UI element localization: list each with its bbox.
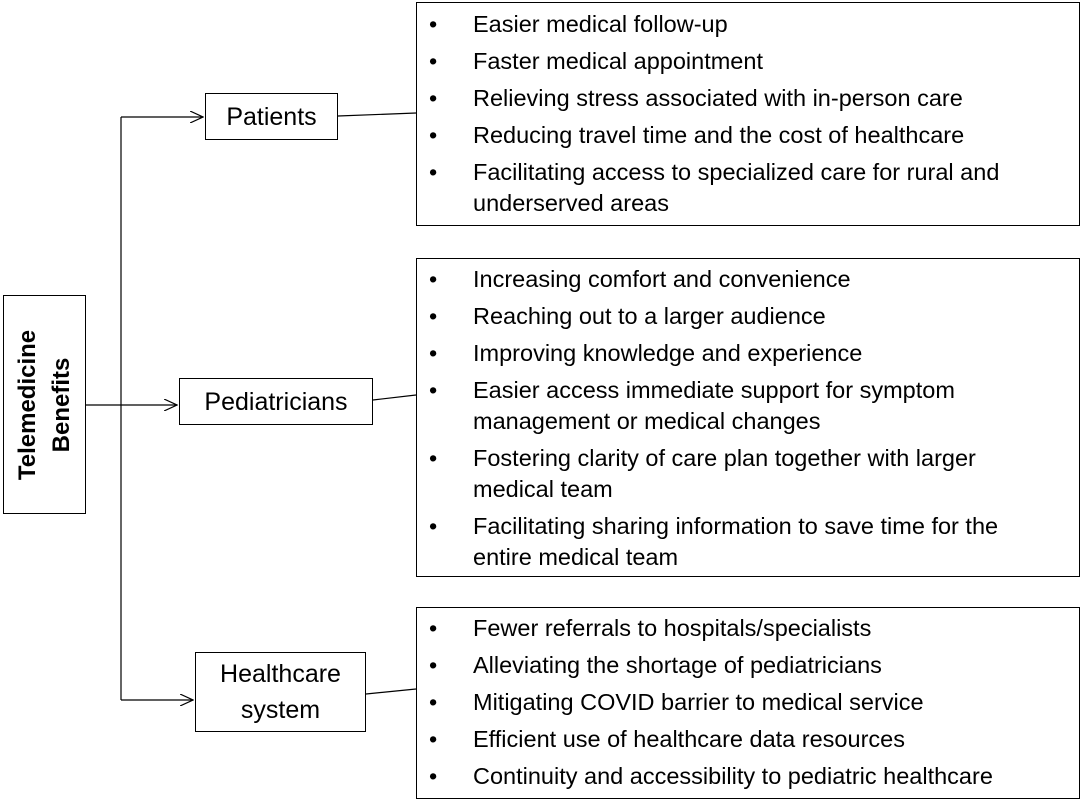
bullet-icon: • [429,377,438,403]
benefit-text-line: Reducing travel time and the cost of healthcare [473,122,965,148]
bullet-icon: • [429,652,438,678]
category-healthcare-label-line-1: Healthcare [220,660,341,688]
bullet-icon: • [429,340,438,366]
benefit-item [417,613,1079,644]
bullet-icon: • [429,615,438,641]
benefit-item [417,83,1079,114]
benefit-text-line: Continuity and accessibility to pediatric healthcare [473,763,993,789]
benefit-item [417,650,1079,681]
benefit-text-line: Relieving stress associated with in-person care [473,85,963,111]
root-node-box [3,295,86,514]
benefit-text-line: Fostering clarity of care plan together with larger [473,445,976,471]
bullet-icon: • [429,159,438,185]
benefit-item [417,46,1079,77]
benefit-item [417,157,1079,219]
category-healthcare-label-line-2: system [240,696,321,724]
benefit-item [417,443,1079,505]
healthcare-to-list-line [366,689,416,694]
benefit-item [417,375,1079,437]
bullet-icon: • [429,122,438,148]
category-patients-box [205,93,338,140]
benefit-text-line: entire medical team [473,544,679,570]
category-pediatricians-box [179,378,373,425]
bullet-icon: • [429,85,438,111]
root-label-line-2: Benefits [47,357,75,452]
bullet-icon: • [429,763,438,789]
benefit-item [417,9,1079,40]
bullet-icon: • [429,726,438,752]
bullet-icon: • [429,303,438,329]
benefit-text-line: management or medical changes [473,408,821,434]
benefit-item [417,301,1079,332]
bullet-icon: • [429,266,438,292]
benefit-text-line: Mitigating COVID barrier to medical service [473,689,924,715]
bullet-icon: • [429,48,438,74]
bullet-icon: • [429,513,438,539]
benefit-text-line: Improving knowledge and experience [473,340,863,366]
category-patients-label: Patients [226,102,317,131]
category-pediatricians-label: Pediatricians [204,387,348,416]
category-healthcare-system-box [195,652,366,732]
bullet-icon: • [429,11,438,37]
healthcare-system-benefits-list [417,613,1079,792]
pediatricians-to-list-line [373,395,416,400]
benefit-text-line: Alleviating the shortage of pediatricians [473,652,882,678]
benefit-text-line: Increasing comfort and convenience [473,266,851,292]
bullet-icon: • [429,689,438,715]
benefit-text-line: Easier medical follow-up [473,11,728,37]
root-label-line-1: Telemedicine [13,329,41,480]
benefit-text-line: Facilitating sharing information to save time for the [473,513,999,539]
benefit-item [417,687,1079,718]
benefit-item [417,338,1079,369]
benefit-item [417,761,1079,792]
benefit-item [417,724,1079,755]
benefit-item [417,120,1079,151]
healthcare-system-benefits-box [416,607,1080,799]
benefit-text-line: Fewer referrals to hospitals/specialists [473,615,872,641]
patients-benefits-list [417,9,1079,219]
pediatricians-benefits-box [416,258,1080,577]
benefit-item [417,264,1079,295]
benefit-text-line: Easier access immediate support for symptom [473,377,955,403]
benefit-text-line: Facilitating access to specialized care for rural and [473,159,1000,185]
patients-to-list-line [338,113,416,116]
root-node-label [11,329,79,479]
benefit-item [417,511,1079,573]
bullet-icon: • [429,445,438,471]
pediatricians-benefits-list [417,264,1079,573]
patients-benefits-box [416,2,1080,226]
benefit-text-line: Reaching out to a larger audience [473,303,826,329]
benefit-text-line: Efficient use of healthcare data resources [473,726,905,752]
benefit-text-line: Faster medical appointment [473,48,763,74]
benefit-text-line: underserved areas [473,190,669,216]
benefit-text-line: medical team [473,476,613,502]
